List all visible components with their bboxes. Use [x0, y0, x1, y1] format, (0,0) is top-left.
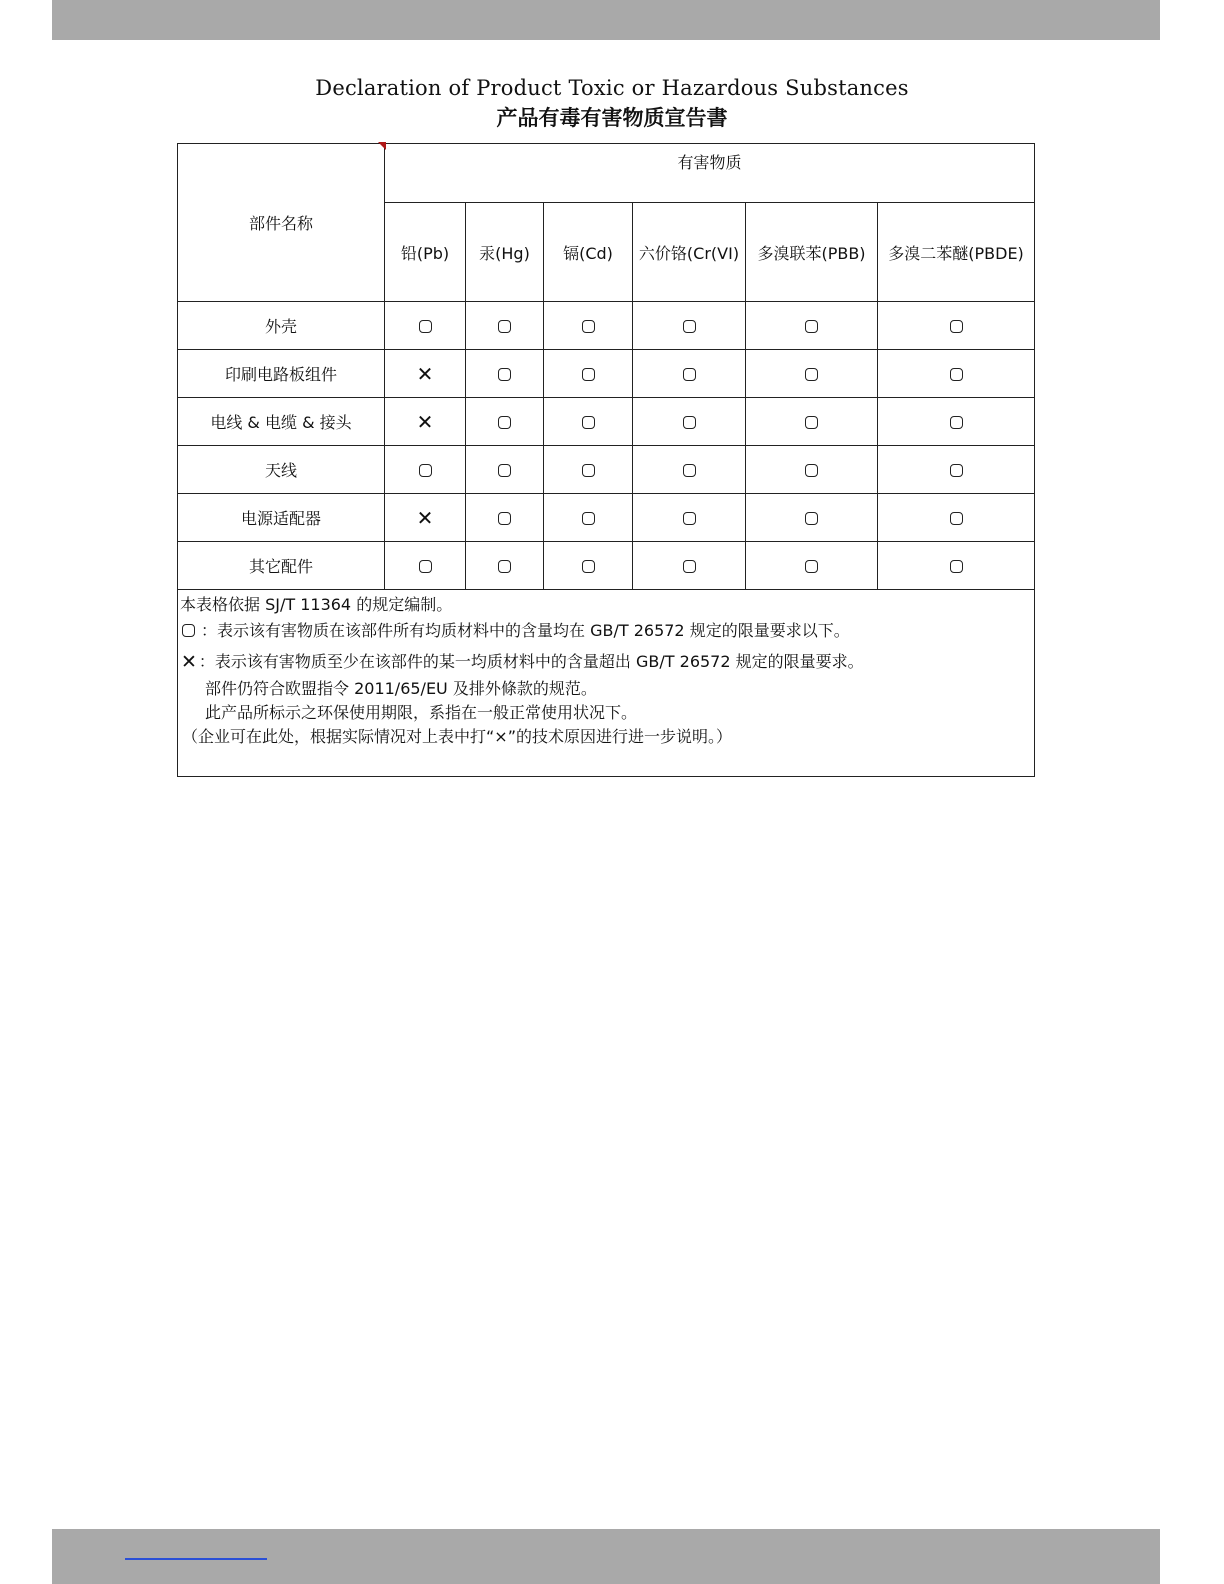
mark-cell: [544, 494, 633, 542]
substance-header-label: 多溴联苯(PBB): [757, 243, 866, 263]
circle-mark-icon: [805, 512, 818, 525]
mark-cell: [878, 398, 1035, 446]
mark-cell: [878, 446, 1035, 494]
mark-cell: [466, 446, 544, 494]
mark-cell: [385, 542, 466, 590]
part-name-header-label: 部件名称: [248, 214, 313, 233]
note-basis: 本表格依据 SJ/T 11364 的规定编制。: [180, 595, 453, 614]
mark-cell: [878, 494, 1035, 542]
circle-mark-icon: [498, 560, 511, 573]
note-cross-text: ：表示该有害物质至少在该部件的某一均质材料中的含量超出 GB/T 26572 规定的限量要求。: [198, 652, 864, 671]
mark-cell: [385, 494, 466, 542]
note-eu-compliance: 部件仍符合欧盟指令 2011/65/EU 及排外條款的规范。: [205, 679, 597, 698]
mark-cell: [466, 302, 544, 350]
mark-cell: [385, 350, 466, 398]
mark-cell: [466, 350, 544, 398]
table-row: [178, 494, 1035, 542]
substances-header-label: 有害物质: [677, 153, 742, 172]
mark-cell: [544, 302, 633, 350]
substance-header-label: 多溴二苯醚(PBDE): [888, 243, 1024, 263]
mark-cell: [746, 494, 878, 542]
circle-mark-icon: [582, 368, 595, 381]
circle-mark-icon: [805, 368, 818, 381]
circle-mark-icon: [582, 320, 595, 333]
cross-mark-icon: ✕: [416, 409, 434, 434]
mark-cell: [633, 494, 746, 542]
circle-mark-icon: [498, 464, 511, 477]
table-row: [178, 542, 1035, 590]
circle-mark-icon: [582, 560, 595, 573]
mark-cell: [466, 494, 544, 542]
cross-mark-icon: ✕: [416, 505, 434, 530]
circle-mark-icon: [950, 560, 963, 573]
cross-mark-icon: ✕: [416, 361, 434, 386]
mark-cell: [385, 398, 466, 446]
note-circle-text: ：表示该有害物质在该部件所有均质材料中的含量均在 GB/T 26572 规定的限量要求以下。: [201, 621, 850, 640]
footer-link-underline[interactable]: [125, 1558, 267, 1560]
cross-mark-icon: ✕: [181, 651, 197, 673]
circle-mark-icon: [582, 464, 595, 477]
table-row: [178, 398, 1035, 446]
table-row: [178, 350, 1035, 398]
mark-cell: [385, 446, 466, 494]
substance-header-label: 六价铬(Cr(VI): [638, 243, 740, 263]
mark-cell: [878, 542, 1035, 590]
note-period: 此产品所标示之环保使用期限，系指在一般正常使用状况下。: [205, 703, 638, 722]
substance-header-label: 铅(Pb): [400, 243, 450, 263]
substance-header-label: 汞(Hg): [479, 243, 530, 263]
circle-mark-icon: [805, 320, 818, 333]
circle-mark-icon: [950, 320, 963, 333]
footer-bar: [52, 1529, 1160, 1584]
substance-header: [385, 203, 466, 302]
comment-marker-icon: [378, 142, 386, 150]
circle-mark-icon: [683, 464, 696, 477]
mark-cell: [746, 350, 878, 398]
circle-mark-icon: [419, 320, 432, 333]
circle-mark-icon: [498, 512, 511, 525]
circle-mark-icon: [683, 416, 696, 429]
title-chinese: 产品有毒有害物质宣告書: [496, 106, 728, 130]
mark-cell: [544, 542, 633, 590]
substance-header: [746, 203, 878, 302]
circle-mark-icon: [582, 512, 595, 525]
mark-cell: [633, 542, 746, 590]
note-cross-meaning: [181, 653, 1034, 672]
circle-mark-icon: [805, 416, 818, 429]
part-name-cell: 电线 & 电缆 & 接头: [178, 398, 385, 446]
circle-mark-icon: [683, 368, 696, 381]
mark-cell: [633, 350, 746, 398]
note-circle-meaning: [182, 623, 1034, 639]
substance-header: [633, 203, 746, 302]
mark-cell: [633, 446, 746, 494]
circle-mark-icon: [582, 416, 595, 429]
circle-mark-icon: [182, 624, 195, 637]
substance-header: [466, 203, 544, 302]
part-name-cell: 印刷电路板组件: [178, 350, 385, 398]
title-english: Declaration of Product Toxic or Hazardous Substances: [315, 76, 909, 100]
circle-mark-icon: [950, 368, 963, 381]
circle-mark-icon: [950, 464, 963, 477]
circle-mark-icon: [683, 560, 696, 573]
mark-cell: [746, 398, 878, 446]
header-bar: [52, 0, 1160, 40]
part-name-cell: 外壳: [178, 302, 385, 350]
table-row: [178, 302, 1035, 350]
substance-header: [544, 203, 633, 302]
part-name-header: [178, 144, 385, 302]
mark-cell: [633, 398, 746, 446]
substance-header-label: 镉(Cd): [563, 243, 613, 263]
circle-mark-icon: [498, 416, 511, 429]
circle-mark-icon: [683, 512, 696, 525]
notes-cell: [178, 590, 1035, 777]
circle-mark-icon: [950, 512, 963, 525]
circle-mark-icon: [419, 464, 432, 477]
hazardous-substances-table: [177, 143, 1035, 777]
circle-mark-icon: [950, 416, 963, 429]
circle-mark-icon: [419, 560, 432, 573]
mark-cell: [466, 398, 544, 446]
table-row: [178, 446, 1035, 494]
mark-cell: [466, 542, 544, 590]
mark-cell: [878, 302, 1035, 350]
circle-mark-icon: [498, 320, 511, 333]
mark-cell: [746, 302, 878, 350]
part-name-cell: 电源适配器: [178, 494, 385, 542]
table-body: [178, 302, 1035, 590]
mark-cell: [544, 350, 633, 398]
mark-cell: [544, 446, 633, 494]
circle-mark-icon: [683, 320, 696, 333]
part-name-cell: 其它配件: [178, 542, 385, 590]
mark-cell: [633, 302, 746, 350]
circle-mark-icon: [805, 464, 818, 477]
note-explanation: （企业可在此处，根据实际情况对上表中打“×”的技术原因进行进一步说明。）: [182, 727, 732, 746]
circle-mark-icon: [498, 368, 511, 381]
circle-mark-icon: [805, 560, 818, 573]
mark-cell: [878, 350, 1035, 398]
mark-cell: [746, 542, 878, 590]
part-name-cell: 天线: [178, 446, 385, 494]
substances-header: [385, 144, 1035, 203]
mark-cell: [746, 446, 878, 494]
substance-header: [878, 203, 1035, 302]
mark-cell: [385, 302, 466, 350]
mark-cell: [544, 398, 633, 446]
